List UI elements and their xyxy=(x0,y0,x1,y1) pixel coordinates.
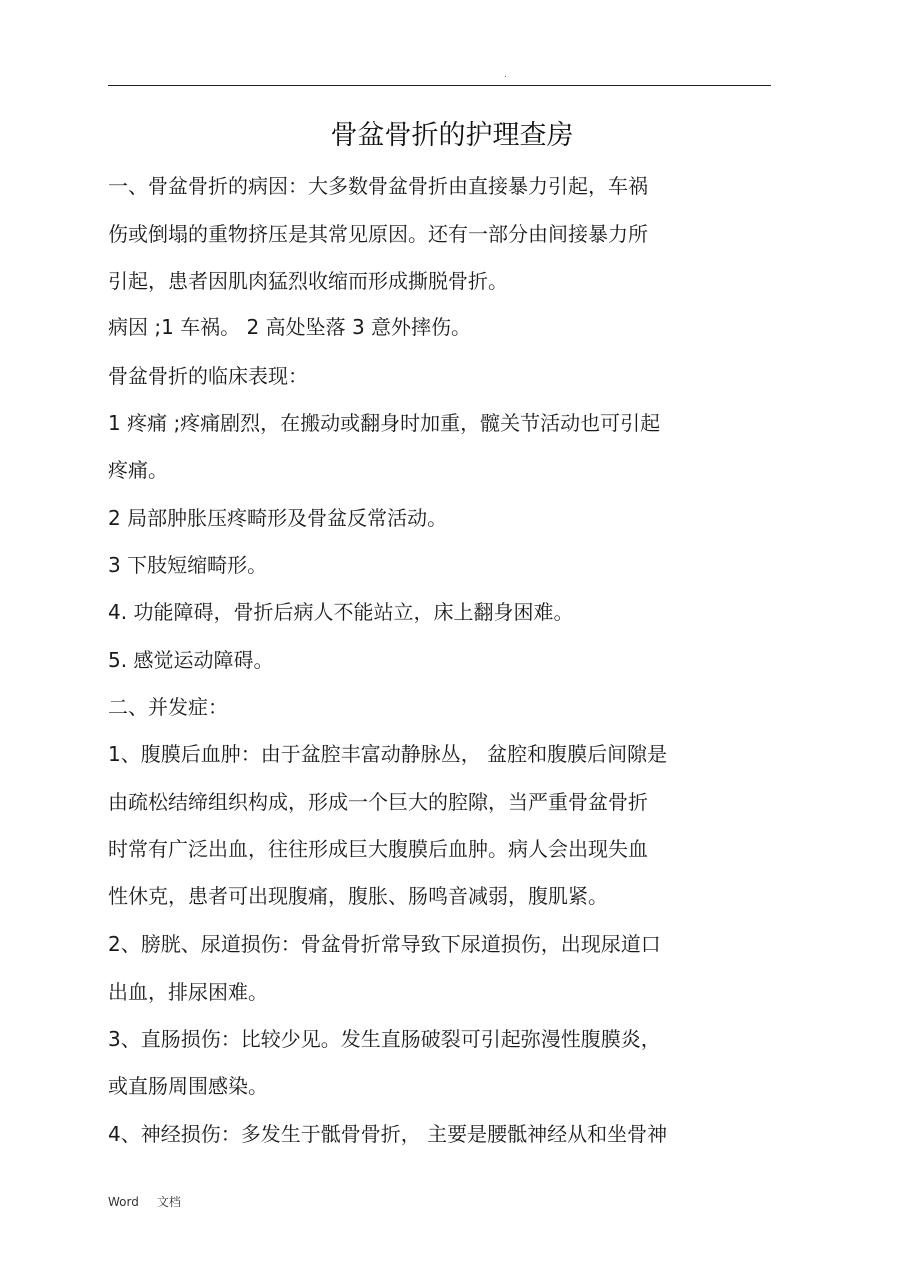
text-line: 由疏松结缔组织构成，形成一个巨大的腔隙，当严重骨盆骨折 xyxy=(108,790,648,814)
text-line: 2 局部肿胀压疼畸形及骨盆反常活动。 xyxy=(108,506,448,530)
header-mark: . xyxy=(504,70,507,80)
text-line: 疼痛。 xyxy=(108,458,168,482)
page-footer xyxy=(108,1194,181,1210)
text-line: 性休克，患者可出现腹痛，腹胀、肠鸣音减弱，腹肌紧。 xyxy=(108,884,608,908)
text-line: 4. 功能障碍，骨折后病人不能站立，床上翻身困难。 xyxy=(108,600,574,624)
text-line: 病因 ;1 车祸。 2 高处坠落 3 意外摔伤。 xyxy=(108,315,472,339)
text-line: 伤或倒塌的重物挤压是其常见原因。还有一部分由间接暴力所 xyxy=(108,222,648,246)
text-line: 时常有广泛出血，往往形成巨大腹膜后血肿。病人会出现失血 xyxy=(108,837,648,861)
document-title: 骨盆骨折的护理查房 xyxy=(330,120,574,151)
footer-label: 文档 xyxy=(156,1195,181,1209)
text-line: 二、并发症： xyxy=(108,695,228,719)
text-line: 骨盆骨折的临床表现： xyxy=(108,364,308,388)
text-line: 1 疼痛 ;疼痛剧烈，在搬动或翻身时加重，髋关节活动也可引起 xyxy=(108,411,661,435)
text-line: 2、膀胱、尿道损伤：骨盆骨折常导致下尿道损伤，出现尿道口 xyxy=(108,932,661,956)
text-line: 1、腹膜后血肿：由于盆腔丰富动静脉丛， 盆腔和腹膜后间隙是 xyxy=(108,742,668,766)
text-line: 或直肠周围感染。 xyxy=(108,1074,268,1098)
text-line: 4、神经损伤：多发生于骶骨骨折， 主要是腰骶神经从和坐骨神 xyxy=(108,1122,668,1146)
text-line: 出血，排尿困难。 xyxy=(108,980,268,1004)
text-line: 引起，患者因肌肉猛烈收缩而形成撕脱骨折。 xyxy=(108,269,508,293)
text-line: 5. 感觉运动障碍。 xyxy=(108,648,274,672)
header-rule xyxy=(108,85,771,86)
text-line: 3 下肢短缩畸形。 xyxy=(108,553,268,577)
footer-app-name: Word xyxy=(108,1195,139,1209)
text-line: 3、直肠损伤：比较少见。发生直肠破裂可引起弥漫性腹膜炎， xyxy=(108,1027,661,1051)
text-line: 一、骨盆骨折的病因：大多数骨盆骨折由直接暴力引起，车祸 xyxy=(108,174,648,198)
